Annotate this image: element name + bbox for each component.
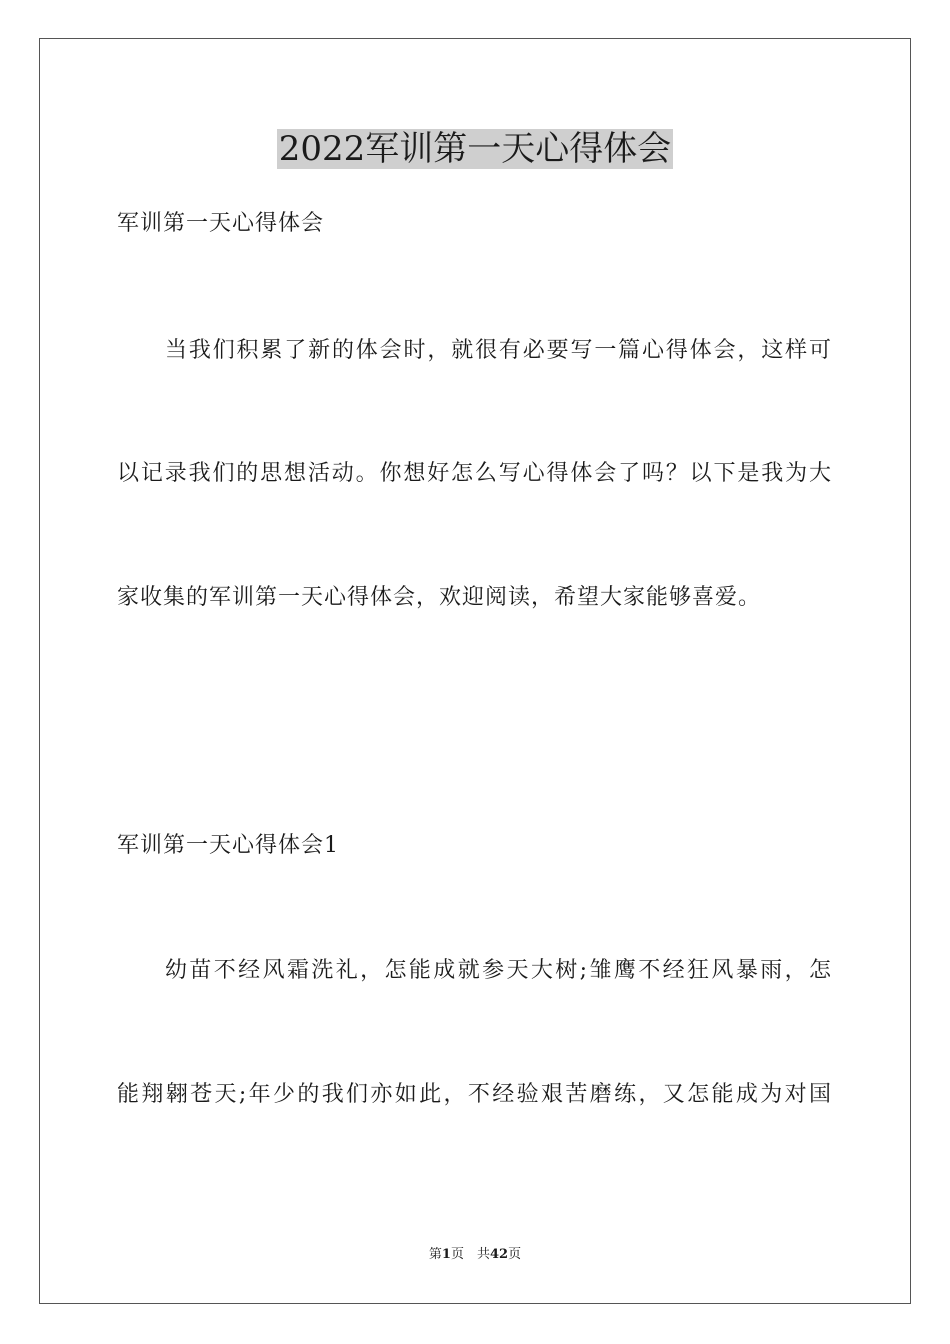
footer-mid: 页 共	[450, 1247, 490, 1262]
section-line-1: 幼苗不经风霜洗礼，怎能成就参天大树;雏鹰不经狂风暴雨，怎	[165, 958, 832, 983]
footer-prefix: 第	[428, 1247, 442, 1262]
section-heading: 军训第一天心得体会1	[117, 833, 339, 858]
footer-page-total: 42	[489, 1247, 509, 1262]
page-footer	[0, 1246, 950, 1264]
intro-line-1: 当我们积累了新的体会时，就很有必要写一篇心得体会，这样可	[165, 338, 832, 363]
footer-page-current: 1	[441, 1247, 451, 1262]
document-subtitle: 军训第一天心得体会	[117, 211, 325, 236]
intro-line-2: 以记录我们的思想活动。你想好怎么写心得体会了吗？以下是我为大	[117, 461, 832, 486]
document-title	[0, 126, 950, 172]
section-line-2: 能翔翱苍天;年少的我们亦如此，不经验艰苦磨练，又怎能成为对国	[117, 1082, 832, 1107]
footer-suffix: 页	[508, 1247, 522, 1262]
intro-line-3: 家收集的军训第一天心得体会，欢迎阅读，希望大家能够喜爱。	[117, 585, 762, 610]
document-title-text: 2022军训第一天心得体会	[278, 129, 672, 169]
